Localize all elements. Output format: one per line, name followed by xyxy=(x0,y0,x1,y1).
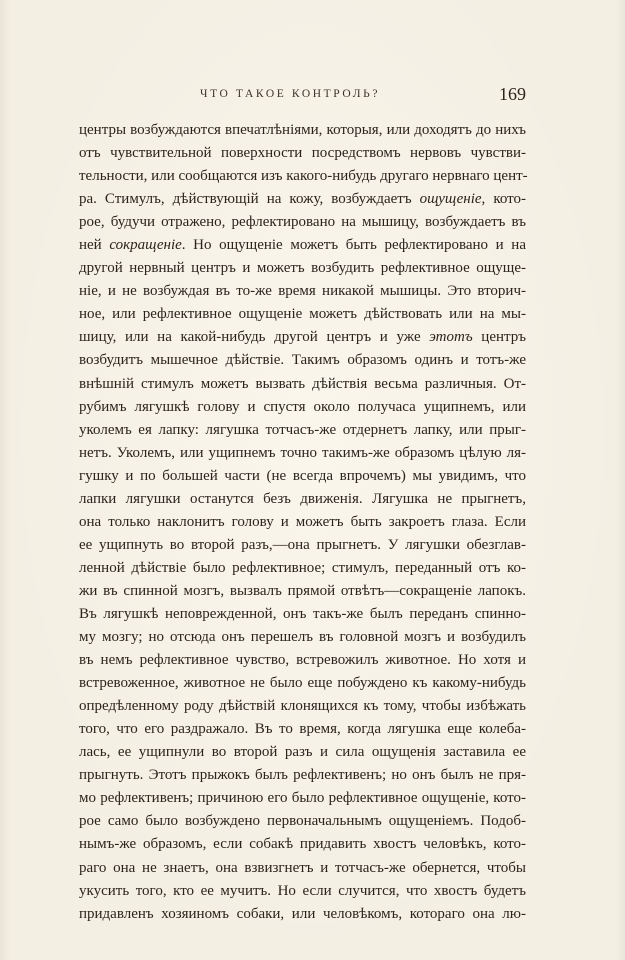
italic-term: ощущеніе xyxy=(419,191,482,208)
text-segment: придавленъ хозяиномъ собаки, или человѣкомъ, котораго она лю- xyxy=(79,905,526,922)
text-segment: мо рефлективенъ; причиною его было рефлективное ощущеніе, кото- xyxy=(79,790,526,807)
text-line xyxy=(79,465,526,488)
text-line xyxy=(79,488,526,511)
text-segment: отъ чувствительной поверхности посредствомъ нервовъ чувстви- xyxy=(79,145,526,162)
text-line xyxy=(79,626,526,649)
text-line xyxy=(79,557,526,580)
text-segment: опредѣленному роду дѣйствій клонящихся къ тому, чтобы избѣжать xyxy=(79,698,526,715)
text-segment: му мозгу; но отсюда онъ перешелъ въ головной мозгъ и возбудилъ xyxy=(79,629,526,646)
text-segment: гушку и по большей части (не всегда впрочемъ) мы увидимъ, что xyxy=(79,467,526,484)
text-segment: шицу, или на какой-нибудь другой центръ и уже xyxy=(79,329,430,346)
text-line xyxy=(79,649,526,672)
text-line xyxy=(79,188,526,211)
text-segment: нымъ-же образомъ, если собакѣ придавить хвостъ человѣкъ, кото- xyxy=(79,836,526,853)
body-text xyxy=(79,119,526,926)
text-segment: раго она не знаетъ, она взвизгнетъ и тотчасъ-же обернется, чтобы xyxy=(79,859,526,876)
running-head xyxy=(80,84,526,106)
text-line xyxy=(79,234,526,257)
text-segment: тельности, или сообщаются изъ какого-нибудь другаго нервнаго цент- xyxy=(79,168,528,185)
text-segment: уколемъ ея лапку: лягушка тотчасъ-же отдернетъ лапку, или прыг- xyxy=(79,421,526,438)
text-segment: она только наклонитъ голову и можетъ быть закроетъ глаза. Если xyxy=(79,513,526,530)
text-segment: ленной дѣйствіе было рефлективное; стимулъ, переданный отъ ко- xyxy=(79,559,526,576)
text-segment: встревоженное, животное не было еще побуждено къ какому-нибудь xyxy=(79,675,526,692)
text-segment: рое, будучи отражено, рефлектировано на мышицу, возбуждаетъ въ xyxy=(79,214,526,231)
text-line xyxy=(79,718,526,741)
text-segment: ней xyxy=(79,237,110,254)
text-segment: рое само было возбуждено первоначальнымъ ощущеніемъ. Подоб- xyxy=(79,813,526,830)
text-line xyxy=(79,764,526,787)
running-title: ЧТО ТАКОЕ КОНТРОЛЬ? xyxy=(200,88,381,100)
text-segment: центръ xyxy=(472,329,526,346)
text-segment: возбудитъ мышечное дѣйствіе. Такимъ образомъ одинъ и тотъ-же xyxy=(79,352,526,369)
text-line xyxy=(79,442,526,465)
text-line xyxy=(79,211,526,234)
page-number: 169 xyxy=(499,84,526,104)
text-line xyxy=(79,833,526,856)
text-line xyxy=(79,857,526,880)
text-line xyxy=(79,165,526,188)
text-line xyxy=(79,257,526,280)
text-segment: ра. Стимулъ, дѣйствующій на кожу, возбуждаетъ xyxy=(79,191,420,208)
text-line xyxy=(79,580,526,603)
text-line xyxy=(79,787,526,810)
text-segment: , кото- xyxy=(481,191,526,208)
text-line xyxy=(79,326,526,349)
text-segment: Въ лягушкѣ неповрежденной, онъ такъ-же былъ переданъ спинно- xyxy=(79,605,526,622)
text-segment: того, что его раздражало. Въ то время, когда лягушка еще колеба- xyxy=(79,721,526,738)
text-segment: . Но ощущеніе можетъ быть рефлектировано и на xyxy=(181,237,526,254)
text-line xyxy=(79,511,526,534)
text-line xyxy=(79,142,526,165)
text-segment: въ немъ рефлективное чувство, встревожилъ животное. Но хотя и xyxy=(79,652,526,669)
text-segment: нетъ. Уколемъ, или ущипнемъ точно такимъ-же образомъ цѣлую ля- xyxy=(79,444,526,461)
text-line xyxy=(79,373,526,396)
text-line xyxy=(79,303,526,326)
text-line xyxy=(79,672,526,695)
text-line xyxy=(79,280,526,303)
text-segment: укусить того, кто ее мучитъ. Но если случится, что хвостъ будетъ xyxy=(79,882,526,899)
text-line xyxy=(79,880,526,903)
text-line xyxy=(79,396,526,419)
text-line xyxy=(79,810,526,833)
text-line xyxy=(79,534,526,557)
italic-term: сокращеніе xyxy=(109,237,182,254)
italic-term: этотъ xyxy=(429,329,473,346)
text-segment: центры возбуждаются впечатлѣніями, которыя, или доходятъ до нихъ xyxy=(79,122,526,138)
text-segment: рубимъ лягушкѣ голову и спустя около получаса ущипнемъ, или xyxy=(79,398,526,415)
text-segment: лапки лягушки останутся безъ движенія. Лягушка не прыгнетъ, xyxy=(79,490,526,507)
text-segment: лась, ее ущипнули во второй разъ и сила ощущенія заставила ее xyxy=(79,744,526,761)
text-segment: прыгнуть. Этотъ прыжокъ былъ рефлективенъ; но онъ былъ не пря- xyxy=(79,767,526,784)
text-segment: ное, или рефлективное ощущеніе можетъ дѣйствовать или на мы- xyxy=(79,306,526,323)
text-line xyxy=(79,603,526,626)
text-line xyxy=(79,419,526,442)
text-line xyxy=(79,119,526,142)
text-segment: внѣшній стимулъ можетъ вызвать дѣйствія весьма различныя. От- xyxy=(79,375,526,392)
text-segment: ніе, и не возбуждая въ то-же время никакой мышицы. Это вторич- xyxy=(79,283,526,300)
text-segment: ее ущипнуть во второй разъ,—она прыгнетъ. У лягушки обезглав- xyxy=(79,536,526,553)
text-line xyxy=(79,741,526,764)
text-line xyxy=(79,695,526,718)
text-segment: жи въ спинной мозгъ, вызвалъ прямой отвѣтъ—сокращеніе лапокъ. xyxy=(79,582,526,599)
text-line xyxy=(79,903,526,926)
text-segment: другой нервный центръ и можетъ возбудить рефлективное ощуще- xyxy=(79,260,526,277)
text-line xyxy=(79,349,526,372)
